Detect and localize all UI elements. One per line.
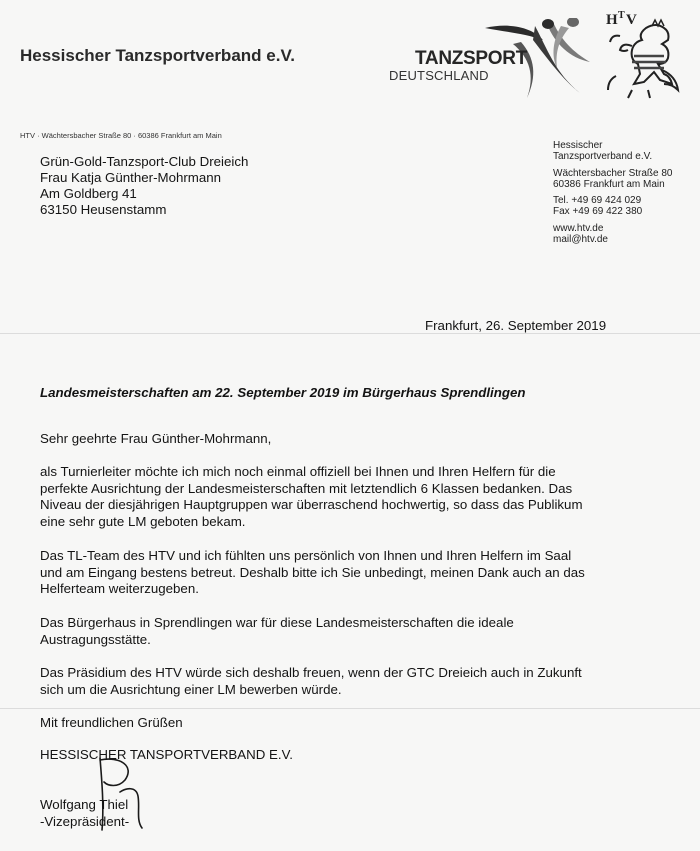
sender-return-line: HTV · Wächtersbacher Straße 80 · 60386 Frankfurt am Main	[20, 131, 222, 140]
body-paragraph: Das Präsidium des HTV würde sich deshalb freuen, wenn der GTC Dreieich auch in Zukunft sich um die Ausrichtung einer LM bewerben würde.	[40, 665, 582, 697]
htv-lion-logo	[602, 6, 690, 106]
recipient-line: Am Goldberg 41	[40, 186, 137, 201]
logo-word-tanzsport: TANZSPORT	[415, 48, 527, 69]
tanzsport-deutschland-logo	[385, 18, 595, 104]
recipient-line: Grün-Gold-Tanzsport-Club Dreieich	[40, 154, 249, 169]
svg-text:V: V	[626, 12, 637, 28]
salutation: Sehr geehrte Frau Günther-Mohrmann,	[40, 431, 272, 446]
recipient-line: Frau Katja Günther-Mohrmann	[40, 170, 222, 185]
signatory-name: Wolfgang Thiel	[40, 797, 129, 812]
sender-street: Wächtersbacher Straße 80	[553, 168, 673, 179]
recipient-line: 63150 Heusenstamm	[40, 202, 167, 217]
body-paragraph: Das Bürgerhaus in Sprendlingen war für diese Landesmeisterschaften die ideale Austragungsstätte.	[40, 615, 514, 647]
svg-text:H: H	[606, 12, 618, 28]
closing: Mit freundlichen Grüßen	[40, 715, 183, 730]
sender-city: 60386 Frankfurt am Main	[553, 179, 665, 190]
sender-mail: mail@htv.de	[553, 234, 608, 245]
letter-subject: Landesmeisterschaften am 22. September 2019 im Bürgerhaus Sprendlingen	[40, 385, 526, 400]
paper-fold-line	[0, 333, 700, 334]
sender-fax: Fax +49 69 422 380	[553, 206, 643, 217]
signatory-title: -Vizepräsident-	[40, 814, 130, 829]
sender-name: Hessischer	[553, 140, 603, 151]
svg-text:T: T	[618, 10, 625, 21]
body-paragraph: als Turnierleiter möchte ich mich noch einmal offiziell bei Ihnen und Ihren Helfern für die perfekte Ausrichtung der Landesmeisterschaften mit letztendlich 6 Klassen bedanken. Das Niveau der diesjährigen Hauptgruppen war überraschend hochwertig, so dass das Publikum eine sehr gute LM geboten bekam.	[40, 464, 583, 529]
logo-word-deutschland: DEUTSCHLAND	[389, 68, 489, 83]
org-name: Hessischer Tanzsportverband e.V.	[20, 46, 295, 65]
paper-fold-line	[0, 708, 700, 709]
hessian-lion-icon	[602, 6, 690, 106]
letter-date: Frankfurt, 26. September 2019	[425, 318, 607, 333]
sender-name: Tanzsportverband e.V.	[553, 151, 653, 162]
body-paragraph: Das TL-Team des HTV und ich fühlten uns persönlich von Ihnen und Ihren Helfern im Saal und am Eingang bestens betreut. Deshalb bitte ich Sie unbedingt, meinen Dank auch an das Helferteam weiterzugeben.	[40, 548, 585, 596]
sender-tel: Tel. +49 69 424 029	[553, 195, 642, 206]
sender-web: www.htv.de	[553, 223, 604, 234]
signatory-org: HESSISCHER TANSPORTVERBAND E.V.	[40, 747, 293, 762]
